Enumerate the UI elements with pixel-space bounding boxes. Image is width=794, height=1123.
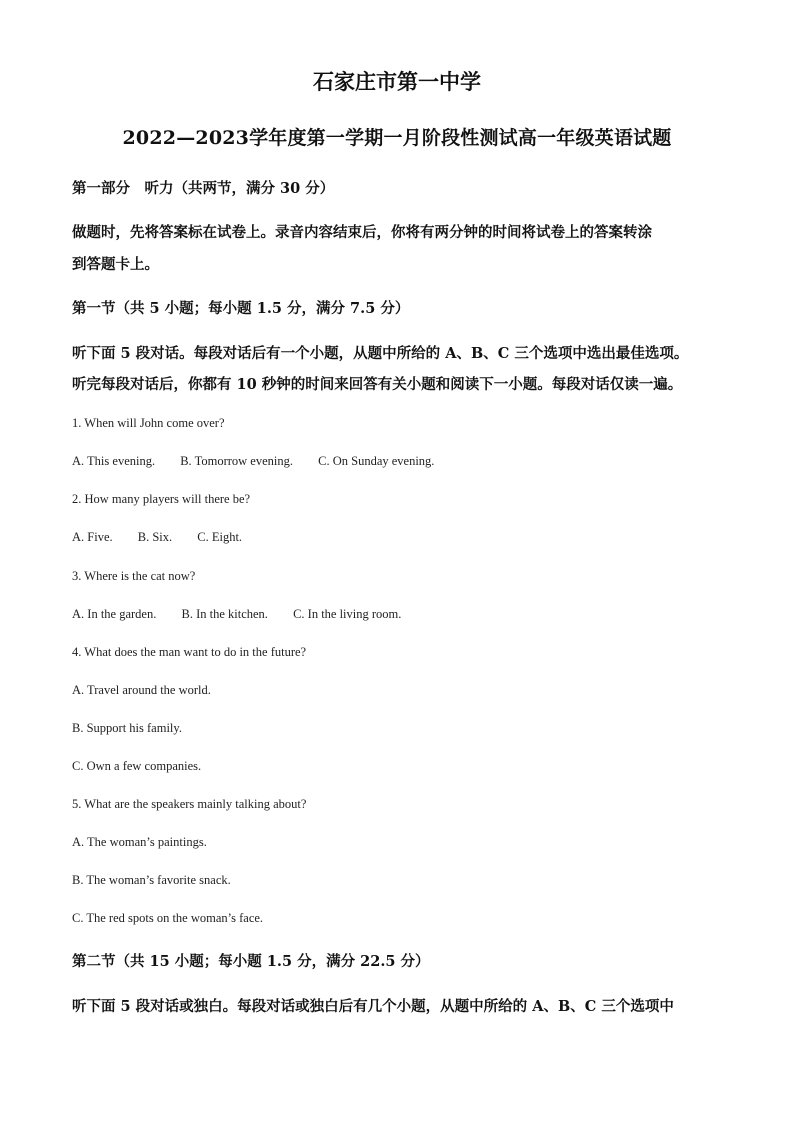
- question-4-option-a: A. Travel around the world.: [72, 683, 211, 697]
- question-1-options: [72, 454, 732, 469]
- section1-heading: 第一节（共 5 小题；每小题 1.5 分，满分 7.5 分）: [72, 300, 410, 317]
- question-4-stem: 4. What does the man want to do in the future?: [72, 645, 307, 659]
- part1-instruction-line1: 做题时，先将答案标在试卷上。录音内容结束后，你将有两分钟的时间将试卷上的答案转涂: [72, 224, 652, 241]
- question-1-option-b: B. Tomorrow evening.: [180, 454, 293, 468]
- question-3-option-c: C. In the living room.: [293, 607, 402, 621]
- question-1-stem: 1. When will John come over?: [72, 416, 225, 430]
- section2-instruction-line1: 听下面 5 段对话或独白。每段对话或独白后有几个小题，从题中所给的 A、B、C 三个选项中: [72, 998, 674, 1015]
- question-3-option-a: A. In the garden.: [72, 607, 157, 621]
- question-2-option-b: B. Six.: [137, 530, 173, 544]
- part1-heading: 第一部分 听力（共两节，满分 30 分）: [72, 180, 335, 197]
- question-3-options: [72, 607, 732, 622]
- question-3-stem: 3. Where is the cat now?: [72, 569, 196, 583]
- question-2-stem: 2. How many players will there be?: [72, 492, 251, 506]
- question-2-option-a: A. Five.: [72, 530, 113, 544]
- question-5-stem: 5. What are the speakers mainly talking about?: [72, 797, 307, 811]
- question-4-option-b: B. Support his family.: [72, 721, 182, 735]
- question-3-option-b: B. In the kitchen.: [181, 607, 268, 621]
- question-1-option-c: C. On Sunday evening.: [318, 454, 435, 468]
- question-5-option-c: C. The red spots on the woman’s face.: [72, 911, 264, 925]
- exam-title: 2022—2023学年度第一学期一月阶段性测试高一年级英语试题: [122, 127, 672, 149]
- school-name: 石家庄市第一中学: [313, 69, 481, 94]
- question-2-option-c: C. Eight.: [197, 530, 243, 544]
- question-5-option-a: A. The woman’s paintings.: [72, 835, 207, 849]
- section1-instruction-line2: 听完每段对话后，你都有 10 秒钟的时间来回答有关小题和阅读下一小题。每段对话仅读一遍。: [72, 376, 683, 393]
- question-5-option-b: B. The woman’s favorite snack.: [72, 873, 231, 887]
- section1-instruction-line1: 听下面 5 段对话。每段对话后有一个小题，从题中所给的 A、B、C 三个选项中选出最佳选项。: [72, 345, 689, 362]
- question-1-option-a: A. This evening.: [72, 454, 156, 468]
- section2-heading: 第二节（共 15 小题；每小题 1.5 分，满分 22.5 分）: [72, 953, 430, 970]
- part1-instruction-line2: 到答题卡上。: [72, 256, 159, 273]
- question-4-option-c: C. Own a few companies.: [72, 759, 202, 773]
- question-2-options: [72, 530, 732, 545]
